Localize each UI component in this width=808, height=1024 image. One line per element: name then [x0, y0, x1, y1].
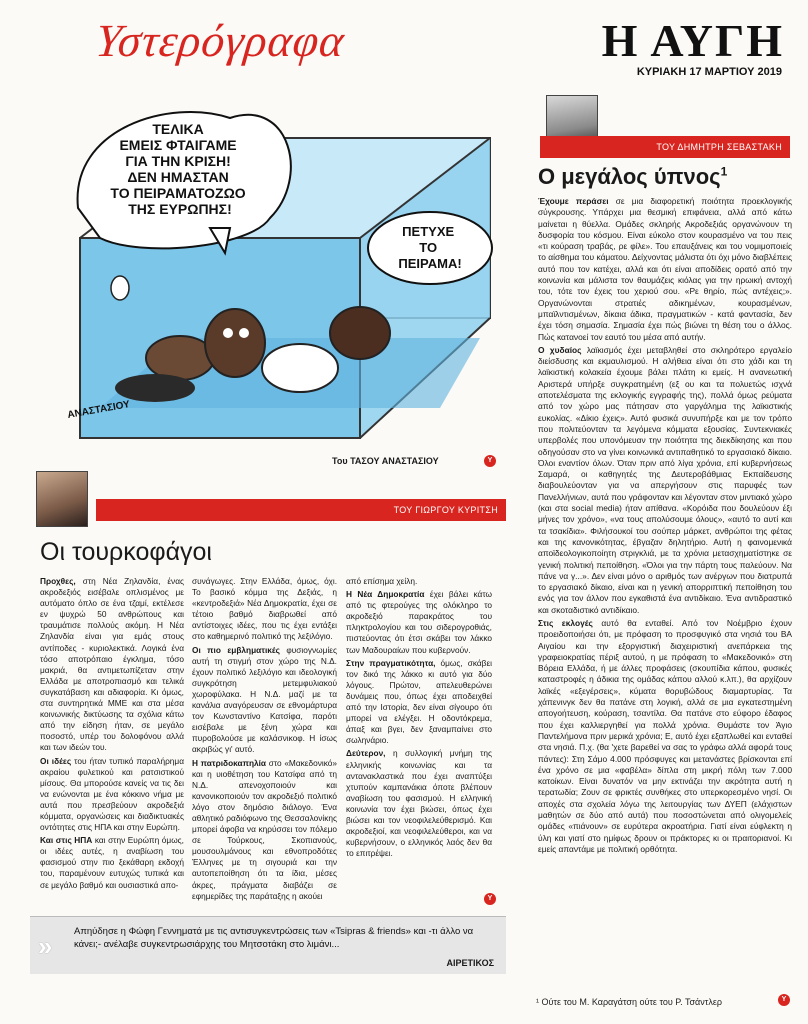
newspaper-name: Η ΑΥΓΗ — [601, 15, 784, 66]
paragraph: Στην πραγματικότητα, όμως, σκάβει τον δικό της λάκκο κι αυτό για δύο λόγους. Πρώτον, απελευθερώνει δυνάμεις που, όπως έχει αποδειχθεί από την Ιστορία, δεν είναι σίγουρο ότι μπορεί να ελέγξει. Η οδοντόκρεμα, άπαξ και βγει, δεν ξαναμπαίνει στο σωληνάριο. — [346, 657, 492, 746]
sidebar-signature: ΑΙΡΕΤΙΚΟΣ — [446, 958, 494, 968]
article-left-column-2 — [192, 576, 337, 914]
article-right-column — [538, 196, 792, 992]
article-title-left: Οι τουρκοφάγοι — [40, 538, 212, 566]
cartoon-drawing — [60, 88, 510, 458]
cartoon-credit: Του ΤΑΣΟΥ ΑΝΑΣΤΑΣΙΟΥ — [332, 456, 439, 466]
paragraph: Δεύτερον, η συλλογική μνήμη της ελληνικής κοινωνίας και τα αντανακλαστικά που έχει αναπτύξει χτυπούν καμπανάκια όποτε βλέπουν αναβίωση του φασισμού. Η ελληνική κοινωνία τον έχει βιώσει, όπως έχει βιώσει και τον νεοφιλελεύθερισμό. Και ακροδεξιοί, και νεοφιλελεύθεροι, και να κυβερνήσουν, ο ελληνικός λαός δεν θα το επιτρέψει. — [346, 748, 492, 859]
paragraph: Οι ιδέες του ήταν τυπικό παραλήρημα ακραίου φυλετικού και ρατσιστικού μίσους. Θα μπορούσε κανείς να τις δει να ενώνονται με ένα κόκκινο νήμα με αυτά που πρεσβεύουν ακροδεξιά κόμματα, οργανώσεις και διαδικτυακές οντότητες στις ΗΠΑ και στην Ευρώπη. — [40, 755, 184, 833]
editorial-cartoon — [60, 88, 510, 458]
rat-figure — [146, 336, 214, 380]
rat-eye — [239, 328, 249, 338]
paragraph: Έχουμε περάσει σε μια διαφορετική ποιότητα προεκλογικής σύγκρουσης. Υπάρχει μια θεσμική επιφάνεια, αλλά από κάτω μαίνεται η θύελλα. Ομάδες σκληρής Ακροδεξιάς οργανώνουν τη δυσφορία του κόσμου. Είναι εύκολο στον κουρασμένο να του πεις «τι κούραση τραβάς, ρε φίλε». Του επαυξάνεις και του νομιμοποιείς το αίσθημα του κάματου. Δείχνοντας μάλιστα ότι όχι μόνο διαβλέπεις αυτό που τον κατέχει, αλλά και ότι είναι αποδίδεις ορατό από την κοινωνία και μάλιστα τον θαυμάζεις κιόλας για την ηρωική αντοχή του, τότε τον έχεις του χεριού σου. «Ρε θηρίο, πώς αντέχεις;». Οργανώνονται στρατιές αδικημένων, κουρασμένων, μπαϊλντισμένων, δίκαια άδικα, πραγματικών - κατά φαντασία, δεν έχει τόση σημασία. Σημασία έχει πώς βιώνει τη θέση του ο άλλος. Πώς κατανοεί τον εαυτό του μέσα από αυτήν. — [538, 196, 792, 342]
byline-kyritsis: ΤΟΥ ΓΙΩΡΓΟΥ ΚΥΡΙΤΣΗ — [393, 505, 498, 515]
cartoon-signature: ΑΝΑΣΤΑΣΙΟΥ — [66, 399, 131, 421]
double-chevron-icon: » — [38, 931, 53, 961]
paragraph: Η Νέα Δημοκρατία έχει βάλει κάτω από τις φτερούγες της ολόκληρο το ακροδεξιό παρακράτος του πληκτρολογίου και του σιδερογροθιάς, πιστεύοντας ότι έτσι σκάβει τον λάκκο των Μαδουραίων που κυβερνούν. — [346, 589, 492, 655]
fish-skeleton — [111, 276, 129, 300]
article-left-column-3 — [346, 576, 492, 901]
byline-sevastakis: ΤΟΥ ΔΗΜΗΤΡΗ ΣΕΒΑΣΤΑΚΗ — [656, 142, 782, 152]
byline-bar-sevastakis — [540, 136, 790, 158]
article-left-column-1 — [40, 576, 184, 914]
rat-figure — [115, 374, 195, 402]
paragraph: Προχθες, στη Νέα Ζηλανδία, ένας ακροδεξιός εισέβαλε οπλισμένος με αυτόματο όπλο σε ένα τζαμί, εκτέλεσε εν ψυχρώ 50 ανθρώπους και τραυμάτισε πολλούς ακόμη. Η Νέα Ζηλανδία είναι για εμάς στους αντίποδες - κυριολεκτικά. Λογικά ένα τόσο αποτρόπαιο έγκλημα, τόσο μακριά, θα αντιμετωπίζεταν στην Ελλάδα με αποτροπιασμό και τελικά συγκατάβαση και αδιαφορία. Κι όμως, στα συντηρητικά ΜΜΕ και στα μέσα κοινωνικής δικτύωσης τα σχόλια κάτω από την είδηση ήταν, σε μεγάλο ποσοστό, υπέρ του δολοφόνου αλλά και των ιδεών του. — [40, 576, 184, 753]
section-title: Υστερόγραφα — [93, 15, 348, 66]
issue-date: ΚΥΡΙΑΚΗ 17 ΜΑΡΤΙΟΥ 2019 — [636, 66, 782, 78]
article-title-text: Ο μεγάλος ύπνος — [538, 164, 721, 189]
end-mark-icon: Υ — [484, 455, 496, 467]
sidebar-text: Απηύδησε η Φώφη Γεννηματά με τις αντισυγκεντρώσεις των «Tsipras & friends» και -τι άλλο να κάνει;- ανέλαβε συγκεντρωσιάρχης του Μητσοτάκη στο λιμάνι... — [74, 926, 474, 950]
footnote: ¹ Ούτε του Μ. Καραγάτση ούτε του Ρ. Τσάντλερ — [536, 997, 722, 1007]
rat-figure — [262, 344, 338, 392]
paragraph: Οι πιο εμβληματικές φυσιογνωμίες αυτή τη στιγμή στον χώρο της Ν.Δ. έχουν πολιτικό λεξιλόγιο και ιδεολογική συγκρότηση μετεμφυλιακού χωροφύλακα. Η Ν.Δ. μαζί με τα κανάλια αναγόρευσαν σε εθνομάρτυρα τον Κωνσταντίνο Κατσίφα, παρότι εισέβαλε με ξένη χώρα και πυροβολούσε με καλάσνικοφ. Η ίσως ακριβώς γι' αυτό. — [192, 644, 337, 755]
sidebar-aireticos — [30, 916, 506, 974]
footnote-mark: 1 — [720, 164, 728, 179]
byline-bar-kyritsis — [96, 499, 506, 521]
bubble-right-line: ΠΕΤΥΧΕ ΤΟ ΠΕΙΡΑΜΑ! — [398, 224, 462, 271]
article-title-right — [538, 164, 727, 190]
paragraph: Στις εκλογές αυτό θα ενταθεί. Από τον Νοέμβριο έχουν προειδοποιήσει ότι, με πρόφαση το προσφυγικό στα νησιά του ΒΑ Αιγαίου και την εξοργιστική διαχειριστική ανεπάρκεια της γραφειοκρατίας πέριξ αυτού, η με πρόφαση το «Μακεδονικό» στη Βόρεια Ελλάδα, ή με άλλες προφάσεις (σκουπίδια κάπου, φυσικές καταστροφές η άδικια της ομάδας κάπου αλλού κ.λπ.), θα αρχίζουν λαϊκές «εξεγέρσεις», κύματα θορυβώδους διαμαρτυρίας. Τα χάπενινγκ δεν θα πατάνε στη λογική, αλλά σε μια εγκατεστημένη απογοήτευση, κούραση, τσαντίλα. Θα πατάνε στο εύφορο έδαφος που έχει καλλιεργηθεί για πολλά χρόνια. Θυμάστε τον Άγιο Παντελήμονα πριν μερικά χρόνια; Ε, αυτό έχει εξαπλωθεί και ενταθεί στα νησιά. Π.χ. (θα 'χετε βαρεθεί να σας το γράφω αλλά αφορά τους πάντες): Στη Σάμο 4.000 πρόσφυγες και μετανάστες βρίσκονται επί ένα χρόνο σε μια «φαβέλα» δίπλα στη μικρή πόλη των 7.000 κατοίκων. Είναι δυνατόν να μην εκτινάζει την ακρότητα αυτή η τερατωδία; Ζουν σε φρικτές συνθήκες στο υπερκορεσμένο νησί. Οι αποχές στα σχολεία λόγω της λειτουργίας των ΔΥΕΠ (ελάχιστων μαθητών σε δύο από αυτά) που ποσοστώνεται από ολιγομελείς ομάδες «πιάνουν» σε ευρύτερα ακροατήρια. Γιατί είναι εύφλεκτη η ύλη και γιατί στο ημίφως δρουν οι πράκτορες κι οι πραιτοριανοί. Κι εμείς απαντάμε με πολιτική ορθότητα. — [538, 617, 792, 854]
paragraph: Και στις ΗΠΑ και στην Ευρώπη όμως, οι ιδέες αυτές, η αναβίωση του φασισμού στην πιο ξεκάθαρη εκδοχή του, παραμένουν ευτυχώς τυπικά και σε μεγάλο βαθμό και ουσιαστικά απο- — [40, 835, 184, 890]
rat-eye — [223, 328, 233, 338]
paragraph: Η πατριδοκαπηλία στο «Μακεδονικό» και η υιοθέτηση του Κατσίφα από τη Ν.Δ. απενοχοποιούν και κανονικοποιούν τον ακροδεξιό πολιτικό λόγο στον δημόσιο διάλογο. Ένα αθλητικό ραδιόφωνο της Θεσσαλονίκης μπορεί άφοβα να κηρύσσει τον πόλεμο σε Τούρκους, Σκοπιανούς, μουσουλμάνους και εθνοπροδότες Έλληνες με τη σιγουριά και την αυτοπεποίθηση ότι τα ίδια, μέσες άκρες, πράγματα διαβάζει σε εφημερίδες της παράταξης η ακούει — [192, 757, 337, 901]
rat-figure — [205, 309, 265, 377]
end-mark-icon: Υ — [778, 994, 790, 1006]
author-photo-kyritsis — [36, 471, 88, 527]
end-mark-icon: Υ — [484, 893, 496, 905]
rat-figure — [330, 307, 390, 359]
paragraph: Ο χυδαίος λαϊκισμός έχει μεταβληθεί στο σκληρότερο εργαλείο διείσδυσης και εκμαυλισμού. Η αλήθεια είναι ότι στο χάδι και τη λαϊκιστική κολακεία έχουμε βάλει πλάτη κι εμείς. Η ανανεωτική Αριστερά υπήρξε συγκρατημένη (εξ ου και τα πολυετώς ισχνά αποτελέσματα της εκλογικής εγγραφής της), πολλά όμως ρεύματα από τον χώρο μας πάτησαν στο γαργάλημα της λαϊκιστικής ευκολίας. «Δίκιο έχεις». Αυτό φυσικά συνυπήρξε και με τον τρόπο που πολιτεύονταν τα λεγόμενα κόμματα εξουσίας. Συντεκνιακές υπερβολές που υπονόμευαν την ποιότητα της διεκδίκησης και που οδηγούσαν στο να γίνει κοινωνικά αντιπαθητικό το εργασιακό δίκαιο. Όλοι εναντίον όλων. Όταν πριν από λίγα χρόνια, επί κυβερνήσεως Σαμαρά, οι καθηγητές της Δευτεροβάθμιας Εκπαίδευσης διαβουλεύονταν για να απεργήσουν στις παρυφές των Πανελλήνιων, αυτά που γράφονταν και λέγονταν στον μιντιακό χώρο (και στα social media) ήταν απίθανα. «Κορόιδα που δουλεύουν έξι μήνες τον χρόνο», «να τους απολύσουμε όλους», «αυτό το αυτί και τα τσακίδια». Φιλήσουκοί του σούπερ μάρκετ, ανθρώποι της φέτας και της κανονικότητας, έβγαζαν δηλητήριο. Αυτή η φαινομενικά αποϊδεολογικοποίητη στριγκλιά, με τα χρόνια μετασχηματίστηκε σε γενική πολιτική πεποίθηση. «Όλοι για την πάρτη τους παλεύουν. Να πάνε να γ...». Δεν είναι μόνο ο αριθμός των ανέργων που διατρυπά το εργασιακό δίκαιο, είναι και η γενική απορριπτική πεποίθηση του ενός για τον άλλον που εγκαθιστά ένα αντιδίκαιο. Ένα αντιδραστικό και σκοταδιστικό αντιδίκαιο. — [538, 344, 792, 615]
paragraph: από επίσημα χείλη. — [346, 576, 418, 586]
bubble-left-line: ΤΕΛΙΚΑ ΕΜΕΙΣ ΦΤΑΙΓΑΜΕ ΓΙΑ ΤΗΝ ΚΡΙΣΗ! ΔΕΝ ΗΜΑΣΤΑΝ ΤΟ ΠΕΙΡΑΜΑΤΟΖΩΟ ΤΗΣ ΕΥΡΩΠΗΣ! — [110, 121, 246, 217]
paragraph: συνάγωγες. Στην Ελλάδα, όμως, όχι. Το βασικό κόμμα της Δεξιάς, η «κεντροδεξιά» Νέα Δημοκρατία, έχει σε τέτοιο βαθμό διαβρωθεί από αντίστοιχες ιδέες, που τις έχει εντάξει στο καθημερινό πολιτικό της λεξιλόγιο. — [192, 576, 337, 642]
